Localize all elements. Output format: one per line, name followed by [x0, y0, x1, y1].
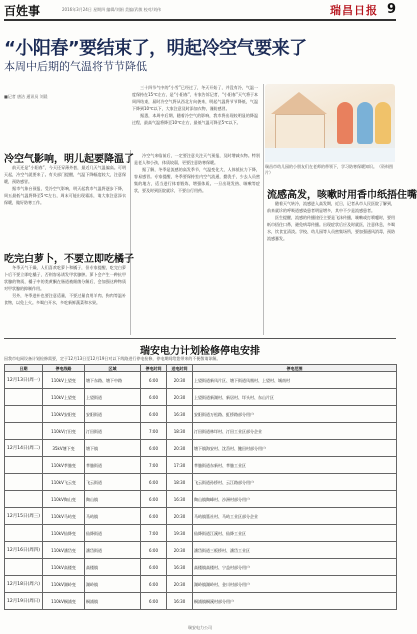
- table-row: [5, 593, 397, 610]
- line-cell: 110kV桐浦变: [43, 593, 85, 610]
- area-cell: 塘下镇: [85, 440, 141, 457]
- section-heading: 吃完白萝卜，不要立即吃橘子: [4, 254, 134, 265]
- table-row: [5, 457, 397, 474]
- photo-caption: 瑞昌市幼儿园的小朋友们在老师的带领下，学习防寒保暖知识。（资料图片）: [265, 164, 393, 175]
- table-body: [5, 372, 397, 610]
- area-cell: 仙降街道: [85, 525, 141, 542]
- area-cell: 马屿镇: [85, 508, 141, 525]
- end-time-cell: 19:30: [167, 525, 193, 542]
- subheadline: 本周中后期的气温将节节降低: [4, 60, 147, 73]
- end-time-cell: 20:30: [167, 372, 193, 389]
- date-cell: 12月18日(周六): [5, 576, 43, 593]
- house-roof-shape: [271, 92, 327, 114]
- area-cell: 高楼镇: [85, 559, 141, 576]
- start-time-cell: 6:00: [141, 406, 167, 423]
- date-line: 2016年3月24日 星期四 编辑/刘娟 美编/武敏 校对/刘伟: [62, 7, 161, 12]
- scope-cell: 上望街道新湖村、新居村、垟头村、东山片区: [193, 389, 397, 406]
- start-time-cell: 6:00: [141, 440, 167, 457]
- scope-cell: 飞云街道孙桥村、云江路部分用户: [193, 474, 397, 491]
- end-time-cell: 16:30: [167, 491, 193, 508]
- table-row: [5, 406, 397, 423]
- scope-cell: 高楼镇高楼村、宁益村部分用户: [193, 559, 397, 576]
- scope-cell: 塘下镇海安村、沈岙村、鲍田村部分用户: [193, 440, 397, 457]
- area-cell: 上望街道: [85, 389, 141, 406]
- column-divider: [130, 150, 131, 335]
- table-row: [5, 542, 397, 559]
- start-time-cell: 6:00: [141, 474, 167, 491]
- table-row: [5, 576, 397, 593]
- child-figure: [375, 102, 391, 144]
- start-time-cell: 7:00: [141, 423, 167, 440]
- scope-cell: 湖岭镇湖岭村、金川村部分用户: [193, 576, 397, 593]
- date-cell: [5, 525, 43, 542]
- page-number: 9: [386, 2, 396, 17]
- table-row: [5, 372, 397, 389]
- area-cell: 飞云街道: [85, 474, 141, 491]
- table-row: [5, 440, 397, 457]
- line-cell: 110kV高楼变: [43, 559, 85, 576]
- end-time-cell: 18:30: [167, 474, 193, 491]
- notice-intro: 因我市电网设备计划检修需要，定于12月13日至12月19日对以下线路进行停电检修，停电期间给您带来的不便敬请谅解。: [4, 356, 221, 361]
- end-time-cell: 16:30: [167, 406, 193, 423]
- area-cell: 安阳街道: [85, 406, 141, 423]
- line-cell: 110kV汀田变: [43, 423, 85, 440]
- photo-floor: [265, 148, 395, 162]
- scope-cell: 马屿镇篁社村、马屿工业区部分企业: [193, 508, 397, 525]
- table-header-row: [5, 365, 397, 372]
- scope-cell: 莘塍街道东新村、莘塍工业区: [193, 457, 397, 474]
- table-row: [5, 508, 397, 525]
- start-time-cell: 6:00: [141, 508, 167, 525]
- start-time-cell: 7:00: [141, 457, 167, 474]
- line-cell: 110kV上望变: [43, 389, 85, 406]
- date-cell: 12月14日(周二): [5, 440, 43, 457]
- column-header: 送电时间: [167, 365, 193, 372]
- byline: ■记者 唐洁 通讯员 刘晨: [4, 94, 48, 99]
- date-cell: [5, 406, 43, 423]
- scope-cell: 汀田街道林垟村、汀田工业区部分企业: [193, 423, 397, 440]
- line-cell: 110kV陶山变: [43, 491, 85, 508]
- headline: “小阳春”要结束了，明起冷空气要来了: [4, 38, 307, 59]
- end-time-cell: 20:30: [167, 508, 193, 525]
- date-cell: [5, 474, 43, 491]
- area-cell: 潘岱街道: [85, 542, 141, 559]
- scope-cell: 上望街道新凤片区、塘下街道凤凰村、上望村、城南村: [193, 372, 397, 389]
- header-rule: [4, 19, 396, 21]
- date-cell: 12月19日(周日): [5, 593, 43, 610]
- end-time-cell: 17:30: [167, 457, 193, 474]
- start-time-cell: 6:00: [141, 593, 167, 610]
- column-header: 日期: [5, 365, 43, 372]
- section-title: 百姓事: [4, 4, 41, 18]
- start-time-cell: 6:00: [141, 576, 167, 593]
- notice-title: 瑞安电力计划检修停电安排: [140, 346, 260, 357]
- end-time-cell: 18:30: [167, 423, 193, 440]
- section-heading: 流感高发，咳嗽时用香巾纸捂住嘴: [267, 190, 417, 201]
- column-header: 停电线路: [43, 365, 85, 372]
- page-header: [4, 2, 396, 18]
- end-time-cell: 16:30: [167, 559, 193, 576]
- area-cell: 汀田街道: [85, 423, 141, 440]
- table-row: [5, 559, 397, 576]
- child-figure: [357, 102, 373, 144]
- column-header: 停电范围: [193, 365, 397, 372]
- column-divider: [263, 84, 264, 335]
- line-cell: 110kV马屿变: [43, 508, 85, 525]
- line-cell: 110kV上望变: [43, 372, 85, 389]
- start-time-cell: 6:00: [141, 491, 167, 508]
- date-cell: [5, 559, 43, 576]
- area-cell: 陶山镇: [85, 491, 141, 508]
- line-cell: 110kV潘岱变: [43, 542, 85, 559]
- area-cell: 塘下东路、塘下中路: [85, 372, 141, 389]
- house-wall-shape: [275, 114, 325, 152]
- section-heading: 冷空气影响，明儿起要降温了: [4, 154, 134, 165]
- start-time-cell: 6:00: [141, 372, 167, 389]
- lead-paragraph: 三十四节气中的“小雪”已经过了，冬天开始了，并没有冷，气温一度保持在15℃左右，是“小阳春”，专家告诉记者，“小阳春”天气将于本周四结束，届时冷空气将从西北方向袭来，明起气温将节节降低，气温下降到10℃以下，大家注意及时添加衣物，谨防感冒。 据悉，本周中后期，随着冷空气的影响，我市将出现较明显的降温过程，最高气温将降至10℃左右，最低气温可降至5℃以下。: [132, 85, 258, 125]
- date-cell: [5, 457, 43, 474]
- section-body: 冬季天气干燥，人们喜欢吃萝卜和橘子，但专家提醒，吃完白萝卜后不要立即吃橘子，否则容易诱发甲状腺肿。萝卜会产生一种抗甲状腺的物质，橘子中的类黄酮在肠道被细菌分解后，会加强这种物质对甲状腺的抑制作用。 另外，冬季进补也要注意适量，不要过量食用羊肉、狗肉等温补食物，以免上火。多喝白开水，多吃新鲜蔬菜和水果。: [4, 265, 126, 305]
- table-row: [5, 474, 397, 491]
- end-time-cell: 20:30: [167, 389, 193, 406]
- line-cell: 110kV莘塍变: [43, 457, 85, 474]
- start-time-cell: 6:00: [141, 559, 167, 576]
- scope-cell: 桐浦镇桐溪村部分用户: [193, 593, 397, 610]
- section-body: 随着天气转冷，流感进入高发期，近日，记者从市人民医院了解到，前来就诊的呼吸道感染患者明显增多，其中不少是流感患者。 医生提醒，流感的传播途径主要是飞沫传播，咳嗽或打喷嚏时，要用纸巾捂住口鼻，避免病毒传播。出现症状后应及时就医，注意休息，多喝水，饮食宜清淡。学校、幼儿园等人员密集场所，要加强通风消毒，预防流感暴发。: [267, 201, 395, 241]
- section-body: 前天还是“小阳春”，今天还穿薄外套，最近几天气温偏高。可明天起，冷空气就要来了。有关部门提醒，气温下降幅度较大，注意保暖，预防感冒。 据市气象台预报，受冷空气影响，明天起我市气温将逐步下降，周五最低气温将降至5℃左右，周末可能出现霜冻，请大家注意添衣保暖，做好防寒工作。: [4, 165, 126, 205]
- date-cell: 12月13日(周一): [5, 372, 43, 389]
- line-cell: 110kV飞云变: [43, 474, 85, 491]
- date-cell: 12月16日(周四): [5, 542, 43, 559]
- column-body: 冷空气来临前后，一定要注意关注天气预报，及时增减衣物。特别是老人和小孩，体质较弱，更要注意防寒保暖。 据了解，冬季是流感的高发季节，气温变化大，人体抵抗力下降，容易感冒。专家提醒，冬季要保持室内空气流通，勤洗手，少去人员密集的地方，适当进行体育锻炼，增强体质。一旦出现发热、咳嗽等症状，要及时到医院就诊，不要自行用药。: [134, 153, 260, 193]
- child-figure: [337, 102, 353, 144]
- area-cell: 湖岭镇: [85, 576, 141, 593]
- table-row: [5, 525, 397, 542]
- area-cell: 桐浦镇: [85, 593, 141, 610]
- date-cell: [5, 423, 43, 440]
- scope-cell: 安阳街道万松路、虹桥路部分用户: [193, 406, 397, 423]
- date-cell: [5, 389, 43, 406]
- end-time-cell: 16:30: [167, 593, 193, 610]
- line-cell: 110kV安阳变: [43, 406, 85, 423]
- table-row: [5, 423, 397, 440]
- line-cell: 110kV湖岭变: [43, 576, 85, 593]
- column-header: 区域: [85, 365, 141, 372]
- scope-cell: 仙降街道江溪村、仙降工业区: [193, 525, 397, 542]
- area-cell: 莘塍街道: [85, 457, 141, 474]
- date-cell: 12月15日(周三): [5, 508, 43, 525]
- table-row: [5, 389, 397, 406]
- start-time-cell: 6:00: [141, 542, 167, 559]
- line-cell: 35kV塘下变: [43, 440, 85, 457]
- scope-cell: 陶山镇陶峰村、沙洲村部分用户: [193, 491, 397, 508]
- newspaper-logo: 瑞昌日报: [330, 4, 378, 17]
- outage-schedule-table: [4, 364, 397, 610]
- line-cell: 110kV仙降变: [43, 525, 85, 542]
- end-time-cell: 20:30: [167, 440, 193, 457]
- notice-divider: [4, 338, 396, 339]
- table-row: [5, 491, 397, 508]
- start-time-cell: 6:00: [141, 389, 167, 406]
- article-photo: [265, 84, 395, 162]
- column-header: 停电时间: [141, 365, 167, 372]
- end-time-cell: 20:30: [167, 576, 193, 593]
- footer-credit: 瑞安电力公司: [188, 625, 212, 630]
- end-time-cell: 20:30: [167, 542, 193, 559]
- date-cell: [5, 491, 43, 508]
- scope-cell: 潘岱街道三板桥村、潘岱工业区: [193, 542, 397, 559]
- start-time-cell: 7:00: [141, 525, 167, 542]
